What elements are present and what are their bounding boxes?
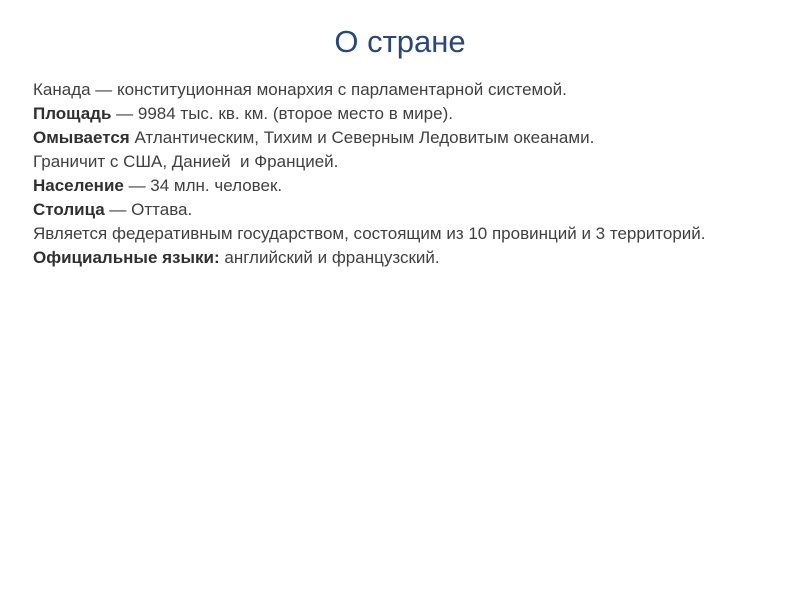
population-text: — 34 млн. человек. — [123, 176, 283, 195]
washed-label: Омывается — [33, 128, 130, 147]
borders-line: Граничит с США, Данией и Францией. — [33, 152, 339, 171]
languages-label: Официальные языки: — [33, 248, 220, 267]
population-line — [33, 174, 753, 198]
capital-label: Столица — [33, 200, 105, 219]
page-title: О стране — [334, 24, 466, 59]
languages-text: английский и французский. — [219, 248, 440, 267]
area-label: Площадь — [33, 104, 112, 123]
area-text: — 9984 тыс. кв. км. (второе место в мире). — [111, 104, 453, 123]
intro-line: Канада — конституционная монархия с парламентарной системой. — [33, 80, 567, 99]
slide-body — [33, 78, 753, 270]
area-line — [33, 102, 753, 126]
federal-line: Является федеративным государством, состоящим из 10 провинций и 3 территорий. — [33, 224, 706, 243]
washed-text: Атлантическим, Тихим и Северным Ледовитым океанами. — [129, 128, 595, 147]
capital-line — [33, 198, 753, 222]
languages-line — [33, 246, 753, 270]
population-label: Население — [33, 176, 124, 195]
capital-text: — Оттава. — [104, 200, 193, 219]
washed-line — [33, 126, 753, 150]
